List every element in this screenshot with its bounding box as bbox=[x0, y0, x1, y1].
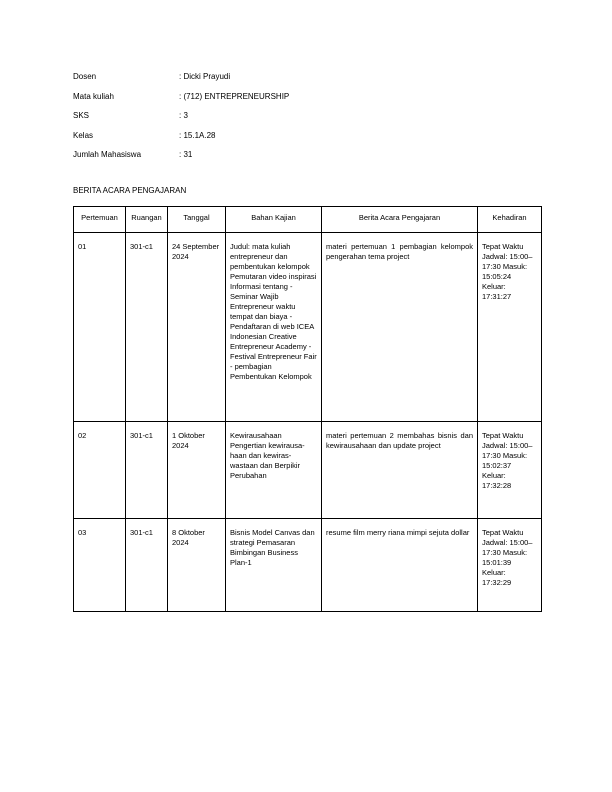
cell-berita-acara: resume film merry riana mimpi sejuta dollar bbox=[322, 519, 478, 612]
cell-bahan-kajian: Bisnis Model Canvas dan strategi Pemasaran Bimbingan Business Plan-1 bbox=[226, 519, 322, 612]
cell-tanggal: 24 September 2024 bbox=[168, 233, 226, 422]
info-label: Dosen bbox=[73, 72, 97, 81]
info-value: : 31 bbox=[179, 150, 193, 159]
cell-pertemuan: 03 bbox=[74, 519, 126, 612]
cell-pertemuan: 01 bbox=[74, 233, 126, 422]
info-value: : 3 bbox=[179, 111, 188, 120]
info-value: : 15.1A.28 bbox=[179, 130, 216, 140]
cell-kehadiran: Tepat Waktu Jadwal: 15:00–17:30 Masuk: 15:01:39 Keluar: 17:32:29 bbox=[478, 519, 542, 612]
cell-ruangan: 301-c1 bbox=[126, 422, 168, 519]
info-value: : Dicki Prayudi bbox=[179, 72, 231, 81]
cell-tanggal: 8 Oktober 2024 bbox=[168, 519, 226, 612]
cell-kehadiran: Tepat Waktu Jadwal: 15:00–17:30 Masuk: 15:05:24 Keluar: 17:31:27 bbox=[478, 233, 542, 422]
section-title: BERITA ACARA PENGAJARAN bbox=[73, 186, 187, 195]
info-label: Mata kuliah bbox=[73, 91, 114, 101]
cell-ruangan: 301-c1 bbox=[126, 233, 168, 422]
info-label: Jumlah Mahasiswa bbox=[73, 150, 142, 159]
cell-ruangan: 301-c1 bbox=[126, 519, 168, 612]
info-label: Kelas bbox=[73, 130, 94, 140]
info-label: SKS bbox=[73, 111, 90, 120]
header-kehadiran: Kehadiran bbox=[478, 207, 542, 233]
cell-berita-acara: materi pertemuan 1 pembagian kelompok pengerahan tema project bbox=[322, 233, 478, 422]
cell-berita-acara: materi pertemuan 2 membahas bisnis dan kewirausahaan dan update project bbox=[322, 422, 478, 519]
cell-bahan-kajian: Judul: mata kuliah entrepreneur dan pembentukan kelompok Pemutaran video inspirasi Informasi tentang - Seminar Wajib Entrepreneur waktu tempat dan biaya - Pendaftaran di web ICEA Indonesian Creative Entrepreneur Academy - Festival Entrepreneur Fair - pembagian Pembentukan Kelompok bbox=[226, 233, 322, 422]
cell-bahan-kajian: Kewirausahaan Pengertian kewirausa-haan dan kewiras-wastaan dan Berpikir Perubahan bbox=[226, 422, 322, 519]
berita-acara-table bbox=[73, 206, 542, 612]
table-header-row bbox=[74, 207, 542, 233]
table-row bbox=[74, 233, 542, 422]
cell-tanggal: 1 Oktober 2024 bbox=[168, 422, 226, 519]
table-row bbox=[74, 519, 542, 612]
header-berita-acara: Berita Acara Pengajaran bbox=[322, 207, 478, 233]
header-tanggal: Tanggal bbox=[168, 207, 226, 233]
header-pertemuan: Pertemuan bbox=[74, 207, 126, 233]
cell-kehadiran: Tepat Waktu Jadwal: 15:00–17:30 Masuk: 15:02:37 Keluar: 17:32:28 bbox=[478, 422, 542, 519]
info-value: : (712) ENTREPRENEURSHIP bbox=[179, 91, 290, 101]
header-ruangan: Ruangan bbox=[126, 207, 168, 233]
cell-pertemuan: 02 bbox=[74, 422, 126, 519]
header-bahan-kajian: Bahan Kajian bbox=[226, 207, 322, 233]
table-row bbox=[74, 422, 542, 519]
